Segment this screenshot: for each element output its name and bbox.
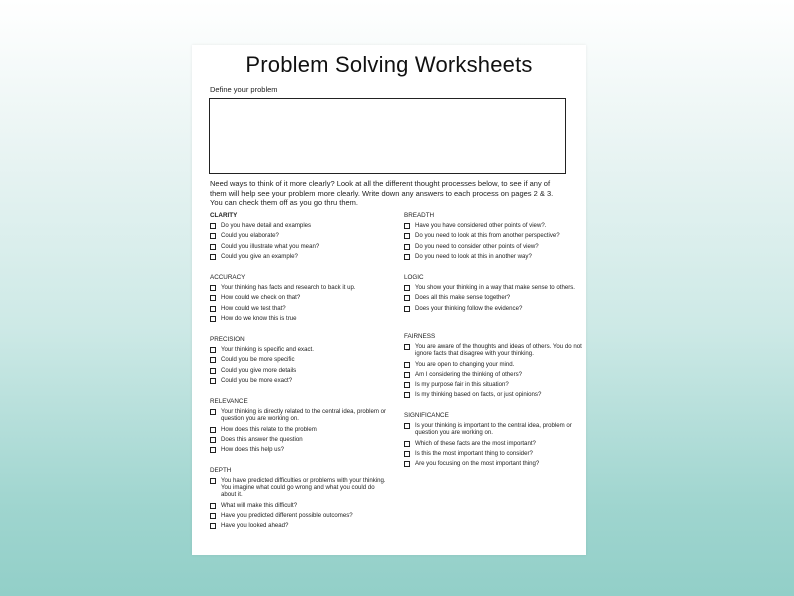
checkbox-icon[interactable] — [404, 372, 410, 378]
section-relevance — [210, 398, 388, 456]
checklist-item-label: Have you looked ahead? — [221, 522, 289, 530]
checklist-item-label: What will make this difficult? — [221, 501, 298, 509]
checklist-item[interactable] — [404, 422, 582, 436]
section-title: BREADTH — [404, 212, 435, 219]
checkbox-icon[interactable] — [210, 437, 216, 443]
section-depth — [210, 467, 388, 533]
checkbox-icon[interactable] — [404, 382, 410, 388]
checkbox-icon[interactable] — [210, 233, 216, 239]
checklist-item[interactable] — [210, 294, 388, 301]
checklist-item-label: Could you be more exact? — [221, 376, 293, 384]
checklist-item-label: Does this answer the question — [221, 435, 303, 443]
section-logic — [404, 274, 582, 315]
checkbox-icon[interactable] — [210, 427, 216, 433]
checkbox-icon[interactable] — [404, 254, 410, 260]
checklist-item-label: Have you have considered other points of view?. — [415, 222, 547, 229]
intro-text: Need ways to think of it more clearly? Look at all the different thought processes below, to see if any of them will help see your problem more clearly. Write down any answers to each process on pages 2 & 3. You can check them off as you go thru them. — [210, 179, 554, 207]
checklist-item[interactable] — [210, 315, 388, 322]
checklist-item-label: How could we test that? — [221, 304, 286, 312]
checklist-item[interactable] — [404, 440, 582, 447]
checkbox-icon[interactable] — [404, 233, 410, 239]
checklist-item[interactable] — [404, 284, 582, 291]
checklist-item[interactable] — [210, 222, 388, 229]
checklist-item[interactable] — [210, 367, 388, 374]
checklist-item-label: Do you need to consider other points of view? — [415, 242, 539, 250]
checkbox-icon[interactable] — [404, 362, 410, 368]
checklist — [210, 284, 388, 322]
checkbox-icon[interactable] — [210, 523, 216, 529]
worksheet-page — [192, 45, 586, 555]
checkbox-icon[interactable] — [210, 368, 216, 374]
checklist — [210, 477, 388, 530]
checklist-item[interactable] — [210, 436, 388, 443]
checklist-item-label: Is my thinking based on facts, or just opinions? — [415, 391, 542, 399]
checkbox-icon[interactable] — [404, 285, 410, 291]
checklist-item[interactable] — [210, 477, 388, 499]
checklist-item-label: Could you be more specific — [221, 356, 295, 364]
checkbox-icon[interactable] — [404, 223, 410, 229]
checklist-item-label: Could you give an example? — [221, 252, 298, 260]
section-title: CLARITY — [210, 212, 238, 219]
section-precision — [210, 336, 388, 387]
checkbox-icon[interactable] — [404, 451, 410, 457]
section-breadth — [404, 212, 582, 263]
checkbox-icon[interactable] — [404, 461, 410, 467]
checkbox-icon[interactable] — [404, 441, 410, 447]
checklist-item-label: You are aware of the thoughts and ideas of others. You do not ignore facts that disagree with your thinking. — [415, 343, 582, 358]
checklist-item[interactable] — [404, 253, 582, 260]
checklist-item-label: Is my purpose fair in this situation? — [415, 381, 509, 389]
checklist-item[interactable] — [210, 446, 388, 453]
checkbox-icon[interactable] — [404, 344, 410, 350]
checklist-item-label: Are you focusing on the most important thing? — [415, 460, 540, 468]
checkbox-icon[interactable] — [404, 306, 410, 312]
section-accuracy — [210, 274, 388, 325]
checklist-item-label: Is this the most important thing to consider? — [415, 449, 533, 457]
section-title: PRECISION — [210, 336, 245, 343]
checklist-item[interactable] — [404, 460, 582, 467]
checklist-item[interactable] — [404, 381, 582, 388]
checklist-item[interactable] — [404, 294, 582, 301]
checkbox-icon[interactable] — [210, 347, 216, 353]
checklist-item-label: Could you give more details — [221, 366, 297, 374]
checklist-item-label: How do we know this is true — [221, 314, 297, 322]
checkbox-icon[interactable] — [404, 244, 410, 250]
checklist-item-label: You are open to changing your mind. — [415, 360, 515, 368]
checklist-item[interactable] — [404, 232, 582, 239]
checklist-item[interactable] — [404, 361, 582, 368]
section-title: ACCURACY — [210, 274, 246, 281]
checklist-item-label: Your thinking has facts and research to back it up. — [221, 284, 356, 291]
section-title: SIGNIFICANCE — [404, 412, 449, 419]
checkbox-icon[interactable] — [404, 295, 410, 301]
checklist-item-label: Your thinking is directly related to the central idea, problem or question you are working on. — [221, 408, 387, 423]
section-fairness — [404, 333, 582, 402]
checklist — [210, 346, 388, 384]
checklist-item[interactable] — [404, 450, 582, 457]
checkbox-icon[interactable] — [210, 409, 216, 415]
checklist-item[interactable] — [404, 243, 582, 250]
checkbox-icon[interactable] — [210, 316, 216, 322]
checklist-item[interactable] — [404, 391, 582, 398]
checklist-item[interactable] — [210, 346, 388, 353]
checklist-item[interactable] — [210, 284, 388, 291]
checklist-item[interactable] — [404, 371, 582, 378]
checkbox-icon[interactable] — [210, 285, 216, 291]
checklist-item-label: How does this relate to the problem — [221, 425, 317, 433]
checklist-item[interactable] — [210, 522, 388, 529]
checklist — [404, 343, 582, 399]
checklist-item-label: How could we check on that? — [221, 294, 301, 302]
section-title: DEPTH — [210, 467, 232, 474]
checklist-item-label: Which of these facts are the most important? — [415, 439, 536, 447]
checklist-item[interactable] — [210, 426, 388, 433]
checkbox-icon[interactable] — [210, 503, 216, 509]
checklist — [404, 284, 582, 312]
checkbox-icon[interactable] — [210, 295, 216, 301]
checklist-item-label: Is your thinking is important to the central idea, problem or question you are working on. — [415, 422, 572, 437]
checklist-item[interactable] — [404, 222, 582, 229]
section-significance — [404, 412, 582, 470]
checklist-item[interactable] — [210, 377, 388, 384]
checkbox-icon[interactable] — [210, 244, 216, 250]
checklist-item[interactable] — [210, 512, 388, 519]
checklist-item-label: Your thinking is specific and exact. — [221, 346, 314, 353]
checklist-item-label: Am I considering the thinking of others? — [415, 370, 523, 378]
checklist-item-label: Does all this make sense together? — [415, 294, 511, 302]
page-title: Problem Solving Worksheets — [245, 52, 533, 77]
checklist-item-label: You have predicted difficulties or problems with your thinking. You imagine what could go wrong and what you could do about it. — [221, 477, 386, 499]
checklist-item-label: Could you elaborate? — [221, 232, 279, 240]
checklist-item-label: Have you predicted different possible outcomes? — [221, 512, 353, 519]
checkbox-icon[interactable] — [210, 513, 216, 519]
checkbox-icon[interactable] — [210, 478, 216, 484]
checklist-item[interactable] — [404, 343, 582, 357]
checklist-item[interactable] — [210, 408, 388, 422]
checklist — [210, 408, 388, 453]
section-title: FAIRNESS — [404, 333, 436, 340]
checklist-item[interactable] — [210, 253, 388, 260]
checklist-item[interactable] — [210, 356, 388, 363]
checklist-item[interactable] — [210, 243, 388, 250]
checklist — [404, 222, 582, 260]
checklist-item-label: Could you illustrate what you mean? — [221, 242, 320, 250]
checklist-item-label: You show your thinking in a way that make sense to others. — [415, 284, 575, 291]
section-title: LOGIC — [404, 274, 424, 281]
checkbox-icon[interactable] — [210, 254, 216, 260]
checklist-item-label: Does your thinking follow the evidence? — [415, 304, 523, 312]
checkbox-icon[interactable] — [210, 357, 216, 363]
checkbox-icon[interactable] — [404, 423, 410, 429]
checkbox-icon[interactable] — [210, 378, 216, 384]
checkbox-icon[interactable] — [404, 392, 410, 398]
checklist-item-label: Do you need to look at this in another way? — [415, 252, 532, 260]
checklist-item-label: Do you need to look at this from another perspective? — [415, 232, 560, 240]
checklist — [404, 422, 582, 467]
checklist-item[interactable] — [210, 232, 388, 239]
checklist-item[interactable] — [210, 305, 388, 312]
checklist — [210, 222, 388, 260]
section-title: RELEVANCE — [210, 398, 248, 405]
checklist-item[interactable] — [404, 305, 582, 312]
checklist-item[interactable] — [210, 502, 388, 509]
checkbox-icon[interactable] — [210, 447, 216, 453]
checklist-item-label: How does this help us? — [221, 446, 285, 454]
define-problem-label: Define your problem — [210, 85, 278, 94]
define-problem-box[interactable] — [209, 98, 566, 174]
section-clarity — [210, 212, 388, 263]
checklist-item-label: Do you have detail and examples — [221, 222, 312, 229]
checkbox-icon[interactable] — [210, 223, 216, 229]
checkbox-icon[interactable] — [210, 306, 216, 312]
